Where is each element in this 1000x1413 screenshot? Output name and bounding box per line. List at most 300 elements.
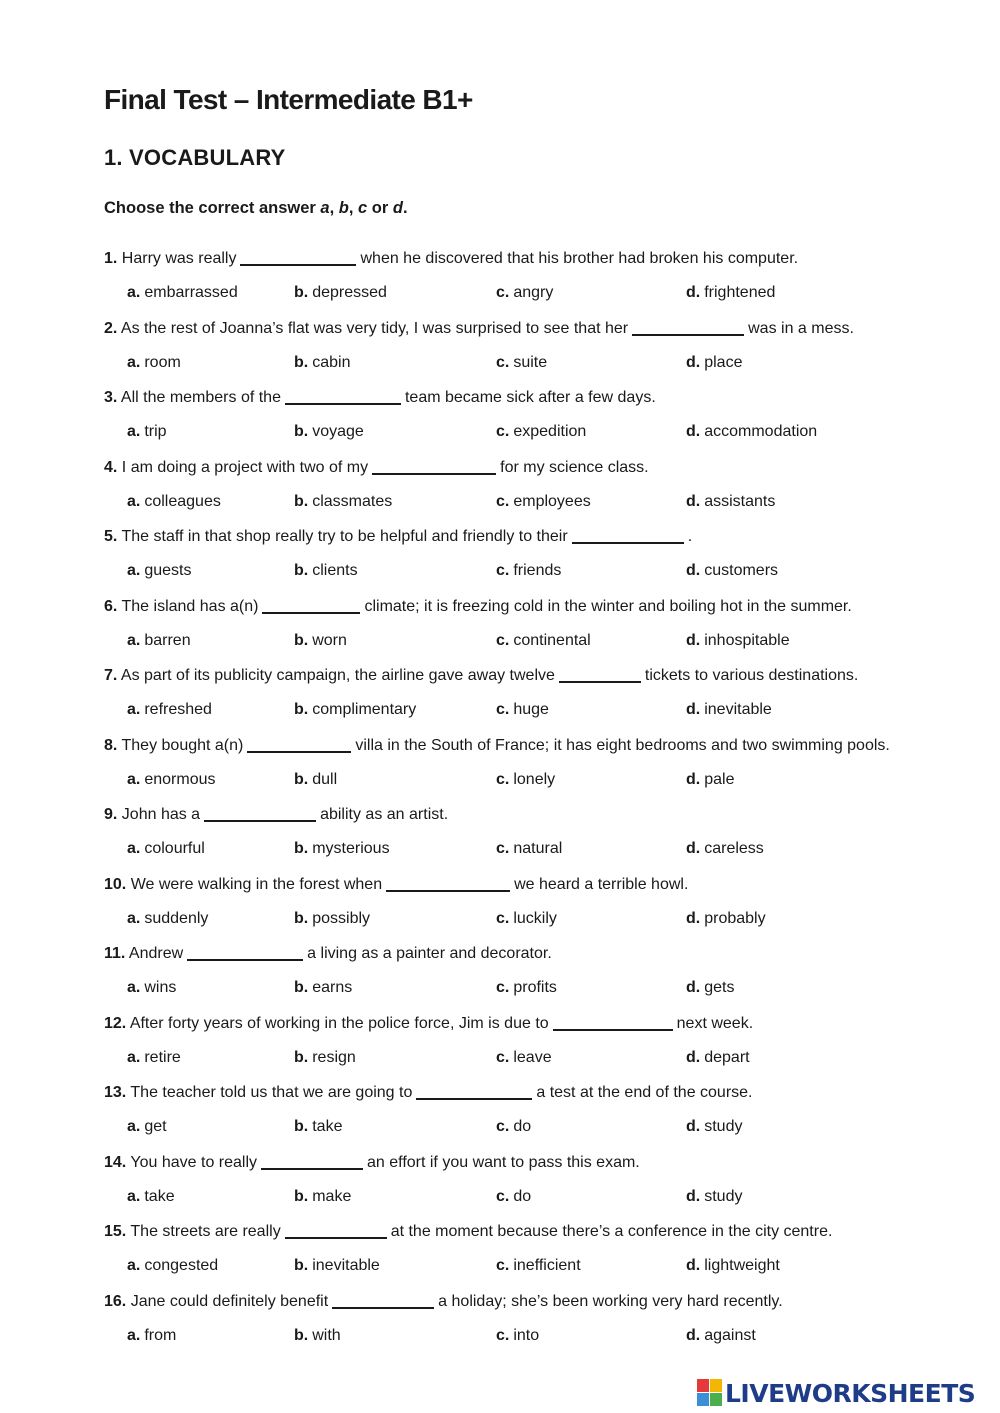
question-text-before: All the members of the (120, 389, 281, 406)
question-text-after: a living as a painter and decorator. (307, 945, 552, 962)
option-text: dull (312, 770, 338, 788)
option-letter: b. (294, 423, 309, 440)
option-text: into (513, 1326, 540, 1344)
option-b[interactable] (294, 283, 387, 303)
instructions-letter-a: a (320, 199, 330, 217)
option-letter: a. (127, 631, 141, 649)
option-letter: d. (686, 284, 701, 301)
option-b[interactable] (294, 1326, 341, 1346)
question-item (104, 874, 984, 944)
answer-blank[interactable] (247, 735, 351, 753)
option-text: suite (513, 353, 548, 371)
option-text: friends (513, 562, 562, 579)
option-text: inevitable (704, 701, 772, 718)
question-text-before: As the rest of Joanna’s flat was very tidy, I was surprised to see that her (120, 319, 629, 337)
instructions-sep: , (329, 199, 339, 217)
option-letter: c. (496, 979, 510, 996)
answer-options (104, 561, 984, 581)
option-text: colourful (144, 840, 205, 857)
option-letter: d. (686, 909, 701, 927)
option-letter: d. (686, 353, 701, 371)
answer-options (104, 700, 984, 720)
question-stem (104, 526, 692, 547)
option-letter: c. (496, 770, 510, 788)
option-letter: a. (127, 909, 141, 927)
answer-blank[interactable] (285, 387, 401, 405)
option-letter: b. (294, 1187, 309, 1205)
option-letter: b. (294, 1326, 309, 1344)
option-d[interactable] (686, 631, 790, 651)
option-c[interactable] (496, 353, 547, 373)
option-b[interactable] (294, 422, 364, 442)
option-b[interactable] (294, 1187, 351, 1207)
option-letter: a. (127, 1326, 141, 1344)
option-b[interactable] (294, 978, 352, 998)
answer-blank[interactable] (187, 943, 303, 961)
option-a[interactable] (127, 561, 191, 581)
option-letter: b. (294, 562, 309, 579)
question-text-after: ability as an artist. (320, 806, 449, 823)
option-letter: a. (127, 353, 141, 371)
option-d[interactable] (686, 561, 778, 581)
option-text: careless (704, 840, 764, 857)
answer-blank[interactable] (204, 804, 316, 822)
question-stem (104, 874, 688, 895)
option-a[interactable] (127, 1048, 181, 1068)
question-text-after: next week. (676, 1014, 754, 1032)
option-d[interactable] (686, 1187, 742, 1207)
option-letter: a. (127, 1118, 141, 1135)
option-c[interactable] (496, 422, 586, 442)
option-text: natural (513, 840, 563, 857)
option-letter: b. (294, 701, 309, 718)
option-a[interactable] (127, 770, 216, 790)
option-c[interactable] (496, 1326, 539, 1346)
question-number: 3. (104, 389, 118, 406)
answer-blank[interactable] (332, 1291, 434, 1309)
question-text-before: The staff in that shop really try to be helpful and friendly to their (121, 528, 568, 545)
option-text: barren (144, 631, 191, 649)
option-d[interactable] (686, 1117, 742, 1137)
question-text-after: for my science class. (500, 458, 649, 476)
option-text: make (312, 1187, 352, 1205)
question-item (104, 665, 984, 735)
question-stem (104, 1221, 832, 1242)
option-text: accommodation (704, 423, 818, 440)
question-text-before: I am doing a project with two of my (121, 458, 369, 476)
option-a[interactable] (127, 700, 212, 720)
option-a[interactable] (127, 1117, 167, 1137)
option-letter: c. (496, 353, 510, 371)
instructions-letter-c: c (358, 199, 368, 217)
answer-options (104, 839, 984, 859)
option-letter: a. (127, 979, 141, 996)
option-text: lonely (513, 770, 556, 788)
question-item (104, 596, 984, 666)
question-number: 2. (104, 319, 118, 337)
answer-blank[interactable] (262, 596, 360, 614)
question-text-before: As part of its publicity campaign, the airline gave away twelve (120, 667, 555, 684)
question-text-after: climate; it is freezing cold in the winter and boiling hot in the summer. (364, 597, 852, 615)
option-text: colleagues (144, 492, 221, 510)
option-a[interactable] (127, 353, 181, 373)
option-letter: c. (496, 423, 510, 440)
option-letter: c. (496, 492, 510, 510)
option-c[interactable] (496, 700, 549, 720)
option-d[interactable] (686, 909, 766, 929)
option-a[interactable] (127, 492, 221, 512)
option-text: assistants (704, 492, 776, 510)
option-text: depart (704, 1048, 750, 1066)
question-stem (104, 248, 798, 269)
option-letter: b. (294, 284, 309, 301)
option-letter: c. (496, 1118, 510, 1135)
question-text-after: a holiday; she’s been working very hard recently. (438, 1292, 783, 1310)
option-letter: c. (496, 840, 510, 857)
option-text: do (513, 1187, 532, 1205)
option-letter: d. (686, 492, 701, 510)
option-letter: b. (294, 1257, 309, 1274)
answer-blank[interactable] (416, 1082, 532, 1100)
option-text: complimentary (312, 701, 417, 718)
option-letter: a. (127, 562, 141, 579)
option-letter: c. (496, 1326, 510, 1344)
option-letter: b. (294, 840, 309, 857)
option-text: pale (704, 770, 735, 788)
option-b[interactable] (294, 839, 390, 859)
option-letter: a. (127, 284, 141, 301)
option-letter: a. (127, 1048, 141, 1066)
option-c[interactable] (496, 978, 557, 998)
question-text-before: They bought a(n) (121, 736, 244, 754)
option-text: gets (704, 979, 735, 996)
option-letter: c. (496, 909, 510, 927)
answer-options (104, 1117, 984, 1137)
option-text: take (312, 1118, 343, 1135)
option-text: earns (312, 979, 353, 996)
option-a[interactable] (127, 978, 176, 998)
option-text: inefficient (513, 1257, 581, 1274)
question-text-after: at the moment because there’s a conference in the city centre. (390, 1223, 833, 1240)
option-text: possibly (312, 909, 371, 927)
answer-blank[interactable] (386, 874, 510, 892)
answer-options (104, 283, 984, 303)
answer-options (104, 1256, 984, 1276)
option-text: enormous (144, 770, 216, 788)
option-text: study (704, 1187, 743, 1205)
option-d[interactable] (686, 1256, 780, 1276)
option-letter: a. (127, 840, 141, 857)
option-d[interactable] (686, 422, 817, 442)
instructions-sep: , (348, 199, 359, 217)
option-text: depressed (312, 284, 387, 301)
option-text: mysterious (312, 840, 390, 857)
option-letter: d. (686, 1326, 701, 1344)
option-b[interactable] (294, 561, 358, 581)
question-stem (104, 387, 656, 408)
option-letter: d. (686, 840, 701, 857)
question-number: 9. (104, 806, 118, 823)
option-text: do (513, 1118, 532, 1135)
option-b[interactable] (294, 1256, 380, 1276)
option-text: suddenly (144, 909, 209, 927)
instructions-letter-b: b (338, 199, 349, 217)
option-b[interactable] (294, 770, 337, 790)
option-letter: a. (127, 423, 141, 440)
question-stem (104, 457, 649, 478)
option-letter: b. (294, 492, 309, 510)
option-c[interactable] (496, 1187, 531, 1207)
question-item (104, 1082, 984, 1152)
answer-blank[interactable] (632, 318, 744, 336)
question-number: 4. (104, 458, 118, 476)
option-text: get (144, 1118, 167, 1135)
question-item (104, 248, 984, 318)
answer-blank[interactable] (553, 1013, 673, 1031)
option-text: trip (144, 423, 167, 440)
question-text-before: We were walking in the forest when (130, 875, 383, 893)
option-letter: c. (496, 1048, 510, 1066)
option-text: wins (144, 979, 177, 996)
option-b[interactable] (294, 1117, 342, 1137)
question-stem (104, 735, 890, 756)
option-a[interactable] (127, 283, 238, 303)
option-b[interactable] (294, 909, 370, 929)
option-text: room (144, 353, 181, 371)
option-d[interactable] (686, 283, 775, 303)
option-text: resign (312, 1048, 356, 1066)
option-text: place (704, 353, 743, 371)
option-c[interactable] (496, 283, 553, 303)
question-text-before: After forty years of working in the police force, Jim is due to (129, 1014, 549, 1032)
question-stem (104, 596, 852, 617)
option-text: employees (513, 492, 591, 510)
option-a[interactable] (127, 631, 191, 651)
option-letter: a. (127, 701, 141, 718)
option-text: guests (144, 562, 192, 579)
option-letter: d. (686, 423, 701, 440)
option-b[interactable] (294, 492, 392, 512)
question-item (104, 457, 984, 527)
question-stem (104, 1013, 753, 1034)
question-number: 16. (104, 1292, 127, 1310)
option-letter: c. (496, 631, 510, 649)
option-text: lightweight (704, 1257, 780, 1274)
answer-blank[interactable] (240, 248, 356, 266)
question-stem (104, 804, 448, 825)
question-text-before: Andrew (128, 945, 184, 962)
question-number: 11. (104, 945, 126, 962)
option-d[interactable] (686, 839, 764, 859)
question-item (104, 318, 984, 388)
option-text: profits (513, 979, 557, 996)
question-text-after: villa in the South of France; it has eight bedrooms and two swimming pools. (355, 736, 890, 754)
question-item (104, 1221, 984, 1291)
option-c[interactable] (496, 909, 557, 929)
option-b[interactable] (294, 700, 416, 720)
option-a[interactable] (127, 1326, 176, 1346)
question-item (104, 804, 984, 874)
option-d[interactable] (686, 1048, 750, 1068)
question-text-after: tickets to various destinations. (644, 667, 859, 684)
option-c[interactable] (496, 1048, 552, 1068)
question-number: 13. (104, 1084, 127, 1101)
question-text-before: Jane could definitely benefit (130, 1292, 329, 1310)
option-d[interactable] (686, 700, 772, 720)
question-text-after: was in a mess. (748, 319, 854, 337)
answer-options (104, 353, 984, 373)
instructions-prefix: Choose the correct answer (104, 199, 321, 217)
option-letter: b. (294, 979, 309, 996)
option-text: angry (513, 284, 554, 301)
question-number: 15. (104, 1223, 127, 1240)
option-letter: c. (496, 1187, 510, 1205)
question-item (104, 735, 984, 805)
option-a[interactable] (127, 839, 205, 859)
option-letter: c. (496, 1257, 510, 1274)
question-number: 7. (104, 667, 118, 684)
answer-blank[interactable] (559, 665, 641, 683)
question-text-before: You have to really (130, 1153, 258, 1171)
instructions (104, 199, 408, 218)
answer-blank[interactable] (261, 1152, 363, 1170)
option-text: with (312, 1326, 341, 1344)
option-a[interactable] (127, 1256, 218, 1276)
question-number: 8. (104, 736, 118, 754)
answer-options (104, 770, 984, 790)
option-text: from (144, 1326, 177, 1344)
option-b[interactable] (294, 353, 350, 373)
option-d[interactable] (686, 978, 734, 998)
option-text: against (704, 1326, 756, 1344)
option-text: luckily (513, 909, 557, 927)
question-text-before: The island has a(n) (121, 597, 259, 615)
option-text: cabin (312, 353, 351, 371)
question-item (104, 387, 984, 457)
question-text-before: Harry was really (121, 250, 237, 267)
option-c[interactable] (496, 839, 562, 859)
answer-options (104, 422, 984, 442)
option-letter: b. (294, 770, 309, 788)
answer-blank[interactable] (285, 1221, 387, 1239)
option-b[interactable] (294, 1048, 356, 1068)
option-a[interactable] (127, 422, 167, 442)
question-item (104, 1152, 984, 1222)
option-text: leave (513, 1048, 552, 1066)
option-letter: d. (686, 631, 701, 649)
answer-options (104, 909, 984, 929)
option-letter: b. (294, 909, 309, 927)
instructions-letter-d: d (392, 199, 403, 217)
question-item (104, 943, 984, 1013)
question-item (104, 526, 984, 596)
option-d[interactable] (686, 353, 742, 373)
option-letter: b. (294, 353, 309, 371)
option-letter: c. (496, 562, 510, 579)
question-list (104, 248, 984, 1360)
option-letter: c. (496, 284, 510, 301)
option-c[interactable] (496, 561, 561, 581)
option-text: customers (704, 562, 779, 579)
liveworksheets-logo (697, 1378, 975, 1408)
option-letter: d. (686, 1118, 701, 1135)
question-number: 1. (104, 250, 118, 267)
question-text-after: an effort if you want to pass this exam. (367, 1153, 640, 1171)
option-text: frightened (704, 284, 776, 301)
option-text: probably (704, 909, 766, 927)
option-a[interactable] (127, 909, 208, 929)
option-d[interactable] (686, 1326, 756, 1346)
answer-options (104, 631, 984, 651)
question-text-after: . (687, 528, 693, 545)
option-c[interactable] (496, 492, 591, 512)
question-text-before: John has a (121, 806, 201, 823)
option-text: inhospitable (704, 631, 790, 649)
option-letter: d. (686, 1187, 701, 1205)
option-d[interactable] (686, 770, 734, 790)
option-c[interactable] (496, 1256, 581, 1276)
question-item (104, 1291, 984, 1361)
question-number: 10. (104, 875, 127, 893)
option-c[interactable] (496, 631, 591, 651)
option-a[interactable] (127, 1187, 175, 1207)
page-title: Final Test – Intermediate B1+ (104, 84, 473, 115)
option-text: congested (144, 1257, 219, 1274)
option-d[interactable] (686, 492, 775, 512)
option-c[interactable] (496, 1117, 531, 1137)
answer-options (104, 1048, 984, 1068)
answer-options (104, 1326, 984, 1346)
question-text-after: team became sick after a few days. (404, 389, 656, 406)
option-c[interactable] (496, 770, 555, 790)
question-stem (104, 943, 552, 964)
question-number: 5. (104, 528, 118, 545)
question-stem (104, 1152, 640, 1173)
option-letter: c. (496, 701, 510, 718)
question-text-after: we heard a terrible howl. (514, 875, 689, 893)
option-text: embarrassed (144, 284, 238, 301)
question-number: 12. (104, 1014, 127, 1032)
liveworksheets-logo-icon (697, 1379, 723, 1407)
option-letter: d. (686, 979, 701, 996)
question-item (104, 1013, 984, 1083)
answer-blank[interactable] (572, 526, 684, 544)
option-letter: a. (127, 492, 141, 510)
option-letter: d. (686, 770, 701, 788)
question-text-after: when he discovered that his brother had broken his computer. (360, 250, 799, 267)
option-letter: d. (686, 1257, 701, 1274)
question-stem (104, 1291, 783, 1312)
question-stem (104, 318, 854, 339)
answer-blank[interactable] (372, 457, 496, 475)
answer-options (104, 1187, 984, 1207)
option-text: clients (312, 562, 358, 579)
option-b[interactable] (294, 631, 347, 651)
option-text: take (144, 1187, 175, 1205)
option-text: voyage (312, 423, 364, 440)
option-text: expedition (513, 423, 587, 440)
question-stem (104, 1082, 753, 1103)
option-letter: d. (686, 562, 701, 579)
option-text: study (704, 1118, 743, 1135)
option-letter: d. (686, 1048, 701, 1066)
question-number: 6. (104, 597, 118, 615)
option-text: refreshed (144, 701, 212, 718)
question-text-before: The teacher told us that we are going to (130, 1084, 413, 1101)
option-letter: a. (127, 1187, 141, 1205)
question-text-before: The streets are really (130, 1223, 281, 1240)
answer-options (104, 978, 984, 998)
